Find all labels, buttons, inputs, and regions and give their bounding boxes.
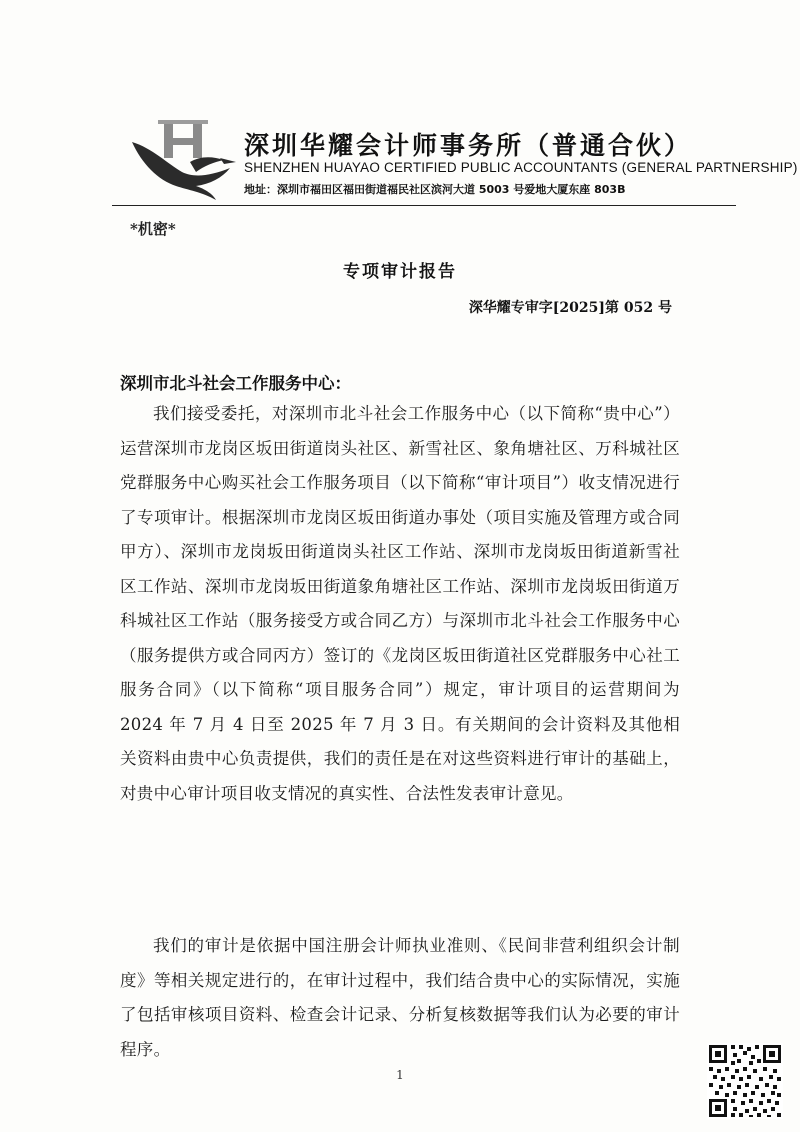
page-number: 1	[396, 1068, 404, 1082]
firm-logo-icon	[130, 118, 240, 200]
report-number: 深华耀专审字[2025]第 052 号	[468, 300, 672, 316]
paragraph-2: 我们的审计是依据中国注册会计师执业准则、《民间非营利组织会计制度》等相关规定进行的，在审计过程中，我们结合贵中心的实际情况，实施了包括审核项目资料、检查会计记录、分析复核数据等我们认为必要的审计程序。	[120, 936, 680, 1059]
firm-address: 地址：深圳市福田区福田街道福民社区滨河大道 5003 号爱地大厦东座 803B	[244, 183, 626, 196]
firm-name-en: SHENZHEN HUAYAO CERTIFIED PUBLIC ACCOUNTANTS (GENERAL PARTNERSHIP)	[244, 160, 798, 175]
paragraph-1: 我们接受委托，对深圳市北斗社会工作服务中心（以下简称“贵中心”） 运营深圳市龙岗区坂田街道岗头社区、新雪社区、象角塘社区、万科城社区党群服务中心购买社会工作服务项目（以下简称“审计项目”）收支情况进行了专项审计。根据深圳市龙岗区坂田街道办事处（项目实施及管理方或合同甲方）、深圳市龙岗坂田街道岗头社区工作站、深圳市龙岗坂田街道新雪社区工作站、深圳市龙岗坂田街道象角塘社区工作站、深圳市龙岗坂田街道万科城社区工作站（服务接受方或合同乙方）与深圳市北斗社会工作服务中心（服务提供方或合同丙方）签订的《龙岗区坂田街道社区党群服务中心社工服务合同》（以下简称“项目服务合同”）规定，审计项目的运营期间为 2024 年 7 月 4 日至 2025 年 7 月 3 日。有关期间的会计资料及其他相关资料由贵中心负责提供，我们的责任是在对这些资料进行审计的基础上，对贵中心审计项目收支情况的真实性、合法性发表审计意见。	[120, 404, 680, 803]
confidential-mark: *机密*	[130, 220, 176, 238]
qr-code-icon	[707, 1043, 783, 1119]
letterhead-divider	[112, 205, 736, 206]
report-title: 专项审计报告	[343, 262, 457, 282]
addressee: 深圳市北斗社会工作服务中心：	[120, 374, 351, 393]
firm-name-cn: 深圳华耀会计师事务所（普通合伙）	[244, 131, 693, 160]
